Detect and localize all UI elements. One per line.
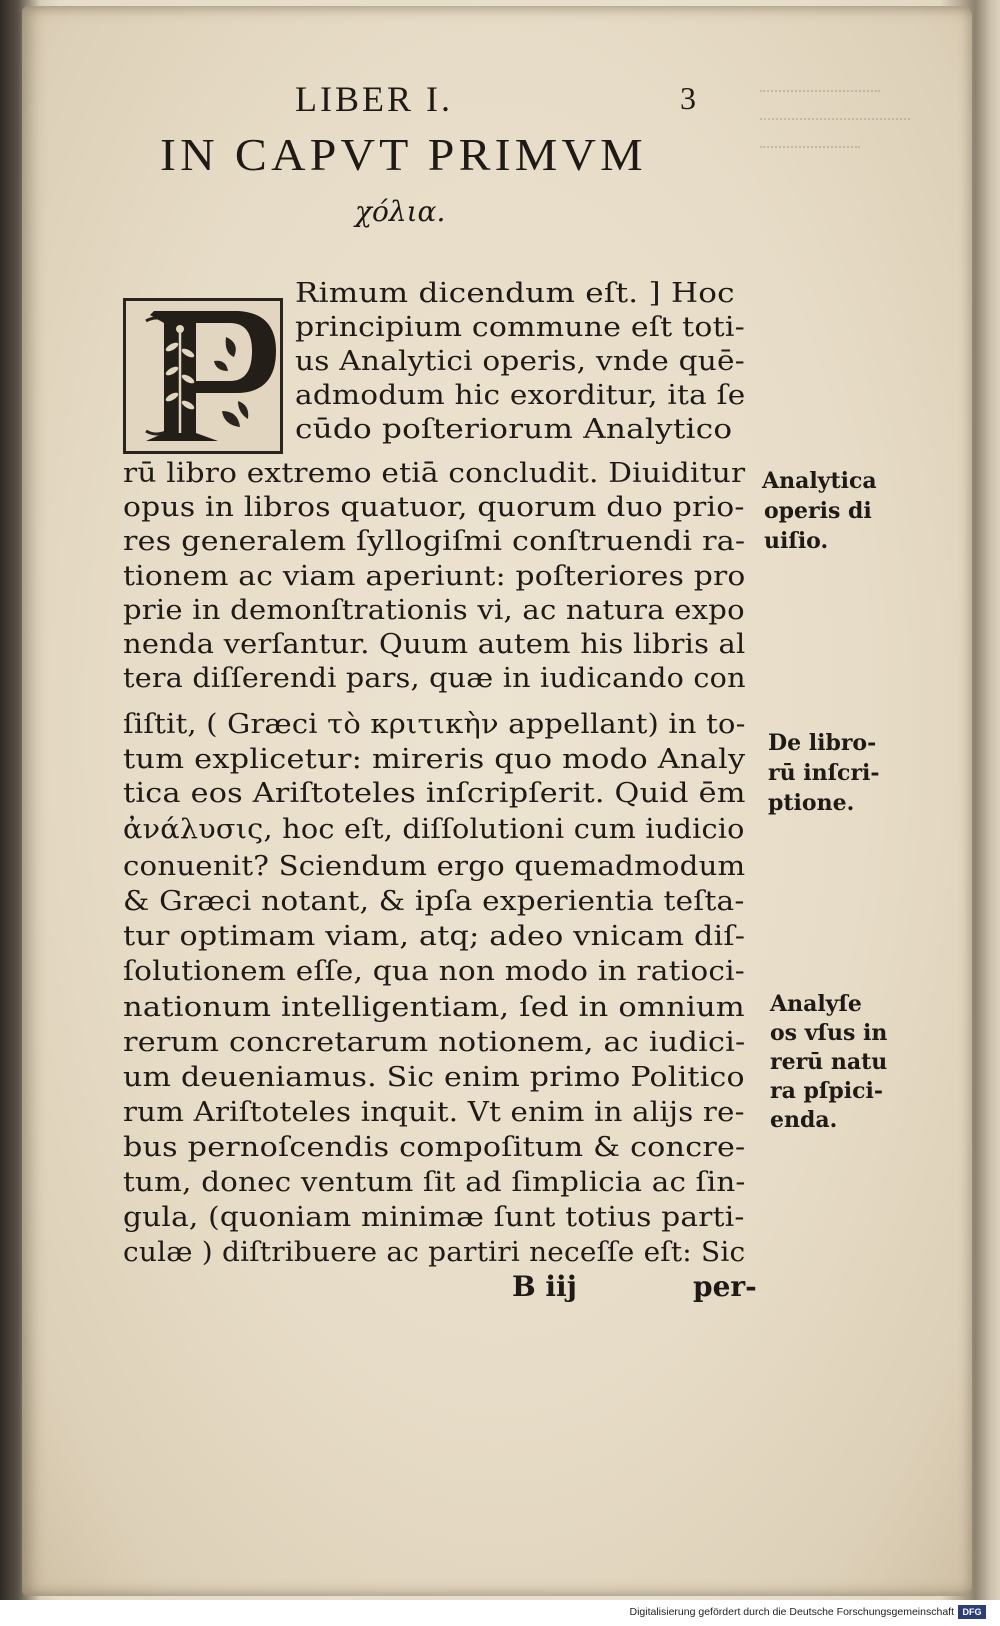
catchword: per- — [693, 1270, 757, 1303]
text-line: opus in libros quatuor, quorum duo prio- — [123, 492, 745, 523]
text-line: tera diſſerendi pars, quæ in iudicando con — [123, 663, 746, 694]
signature-mark: B iij — [512, 1270, 577, 1303]
text-line: us Analytici operis, vnde quē- — [295, 346, 745, 377]
text-line: bus pernoſcendis compoſitum & concre- — [123, 1132, 746, 1163]
marginal-note — [768, 728, 880, 818]
marginal-note-line: De libro- — [768, 730, 877, 756]
text-line: tum, donec ventum ſit ad ſimplicia ac ſin- — [123, 1167, 746, 1198]
text-line: cūdo poſteriorum Analytico — [295, 414, 733, 445]
marginal-note-line: Analyſe — [770, 991, 862, 1017]
text-line: tica eos Ariſtoteles inſcripſerit. Quid ēm — [123, 778, 746, 809]
text-line: ἀνάλυσις, hoc eſt, diſſolutioni cum iudicio — [123, 814, 745, 845]
marginal-note-line: ptione. — [768, 790, 855, 816]
text-line: um deueniamus. Sic enim primo Politico — [123, 1062, 745, 1093]
running-head: LIBER I. — [295, 79, 453, 119]
text-line: tum explicetur: mireris quo modo Analy — [123, 744, 746, 775]
text-line: nationum intelligentiam, ſed in omnium — [123, 992, 745, 1023]
text-line: & Græci notant, & ipſa experientia teſta- — [123, 886, 745, 917]
footer-credit: Digitalisierung gefördert durch die Deutsche Forschungsgemeinschaft — [629, 1606, 954, 1618]
marginal-note-line: rū inſcri- — [768, 760, 880, 786]
marginal-note-line: os vſus in — [770, 1020, 888, 1046]
text-line: gula, (quoniam minimæ ſunt totius parti- — [123, 1202, 745, 1233]
text-line: Rimum dicendum eſt. ] Hoc — [295, 278, 735, 309]
marginal-note-line: operis di — [764, 498, 872, 524]
marginal-note-line: enda. — [770, 1107, 838, 1133]
marginal-note-line: ra pſpici- — [770, 1078, 883, 1104]
text-line: prie in demonſtrationis vi, ac natura expo — [123, 595, 745, 626]
marginal-note — [770, 990, 887, 1135]
text-line: rū libro extremo etiā concludit. Diuiditur — [123, 458, 746, 489]
text-line: principium commune eſt toti- — [295, 312, 745, 343]
marginal-note — [762, 466, 877, 556]
text-line: rerum concretarum notionem, ac iudici- — [123, 1027, 746, 1058]
text-line: admodum hic exorditur, ita ſe — [295, 380, 746, 411]
text-line: conuenit? Sciendum ergo quemadmodum — [123, 851, 746, 882]
text-line: culæ ) diſtribuere ac partiri neceſſe eſt: Sic — [123, 1237, 746, 1268]
text-line: res generalem ſyllogiſmi conſtruendi ra- — [123, 526, 746, 557]
dfg-logo: DFG — [958, 1605, 986, 1619]
chapter-title: IN CAPVT PRIMVM — [160, 129, 647, 180]
marginal-note-line: Analytica — [762, 468, 877, 494]
text-line: rum Ariſtoteles inquit. Vt enim in alijs re- — [123, 1097, 745, 1128]
text-line: ſolutionem eſſe, qua non modo in ratioci- — [123, 956, 746, 987]
scholia-heading: χόλια. — [355, 195, 446, 228]
text-line: tur optimam viam, atq; adeo vnicam diſ- — [123, 921, 746, 952]
folio-number: 3 — [680, 80, 696, 116]
text-line: tionem ac viam aperiunt: poſteriores pro — [123, 561, 746, 592]
text-line: ſiſtit, ( Græci τὸ κριτικὴν appellant) in to- — [123, 709, 746, 740]
marginal-note-line: rerū natu — [770, 1049, 888, 1075]
marginal-note-line: uiſio. — [764, 528, 829, 554]
text-line: nenda verſantur. Quum autem his libris al — [123, 629, 746, 660]
